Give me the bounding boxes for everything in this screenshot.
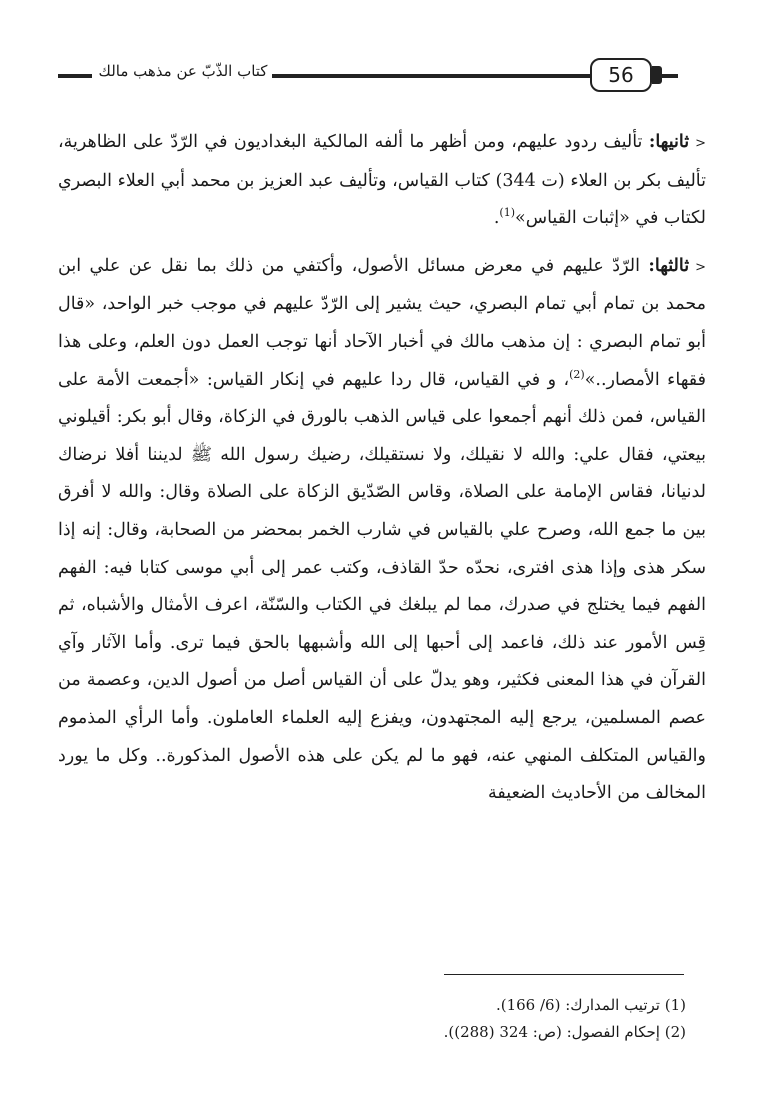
footnote-ref: (1) [499,206,516,220]
header-rule-middle [272,74,590,78]
body-text [58,124,706,823]
paragraph-third [58,248,706,813]
paragraph-text: تأليف ردود عليهم، ومن أظهر ما ألفه المالكية البغداديون في الرّدّ على الظاهرية، تأليف بكر بن العلاء (ت 344) كتاب القياس، وتأليف عبد العزيز بن محمد أبي العلاء البصري لكتاب في «إثبات القياس» [58,132,706,229]
header-rule-right [662,74,678,78]
footnotes [360,992,686,1046]
footnote-item: (1) ترتيب المدارك: (6/ 166). [495,996,686,1014]
paragraph-lead: ثانيها: [648,132,690,152]
page-header [58,58,678,98]
paragraph-lead: ثالثها: [648,255,690,276]
bullet-marker: < [695,259,706,275]
footnote-ref: (2) [569,367,585,381]
bullet-marker: < [695,136,706,151]
page-number-box-tail [652,66,662,84]
footnote-item: (2) إحكام الفصول: (ص: 324 (288)). [443,1023,686,1041]
page-number-box [590,58,652,92]
paragraph-text: الرّدّ عليهم في معرض مسائل الأصول، وأكتفي من ذلك بما نقل عن علي ابن محمد بن تمام أبي تمام البصري، حيث يشير إلى الرّدّ عليهم في موجب خبر الواحد، «قال أبو تمام البصري : إن مذهب مالك في أخبار الآحاد أنها توجب العمل دون العلم، وعلى هذا فقهاء الأمصار..» [58,255,706,390]
paragraph-tail: ، و في القياس، قال ردا عليهم في إنكار القياس: «أجمعت الأمة على القياس، فمن ذلك أنهم أجمعوا على قياس الذهب بالورق في الزكاة، وقال أبو بكر: أقيلوني بيعتي، فقال علي: والله لا نقيلك، ولا نستقيلك، رضيك رسول الله ﷺ لديننا أفلا نرضاك لدنيانا، فقاس الإمامة على الصلاة، وقاس الصّدّيق الزكاة على الصلاة وقال: والله لا أفرق بين ما جمع الله، وصرح علي بالقياس في شارب الخمر بمحضر من الصحابة، وقال: إنه إذا سكر هذى وإذا هذى افترى، نحدّه حدّ القاذف، وكتب عمر إلى أبي موسى كتابا فيه: الفهم الفهم فيما يختلج في صدرك، مما لم يبلغك في الكتاب والسّنّة، اعرف الأمثال والأشباه، ثم قِس الأمور عند ذلك، فاعمد إلى أحبها إلى الله وأشبهها بالحق فيما ترى. وأما الآثار وآي القرآن في هذا المعنى فكثير، وهو يدلّ على أن القياس أصل من أصول الدين، وعصمة من عصم المسلمين، يرجع إليه المجتهدون، ويفزع إليه العلماء العاملون. وأما الرأي المذموم والقياس المتكلف المنهي عنه، فهو ما لم يكن على هذه الأصول المذكورة.. وكل ما يورد المخالف من الأحاديث الضعيفة [58,369,706,804]
footnote-divider [444,974,684,975]
header-rule-left [58,74,92,78]
paragraph-second [58,124,706,238]
running-title: كتاب الذّبّ عن مذهب مالك [98,62,268,80]
paragraph-tail: . [493,208,500,229]
page-number: 56 [608,63,634,87]
